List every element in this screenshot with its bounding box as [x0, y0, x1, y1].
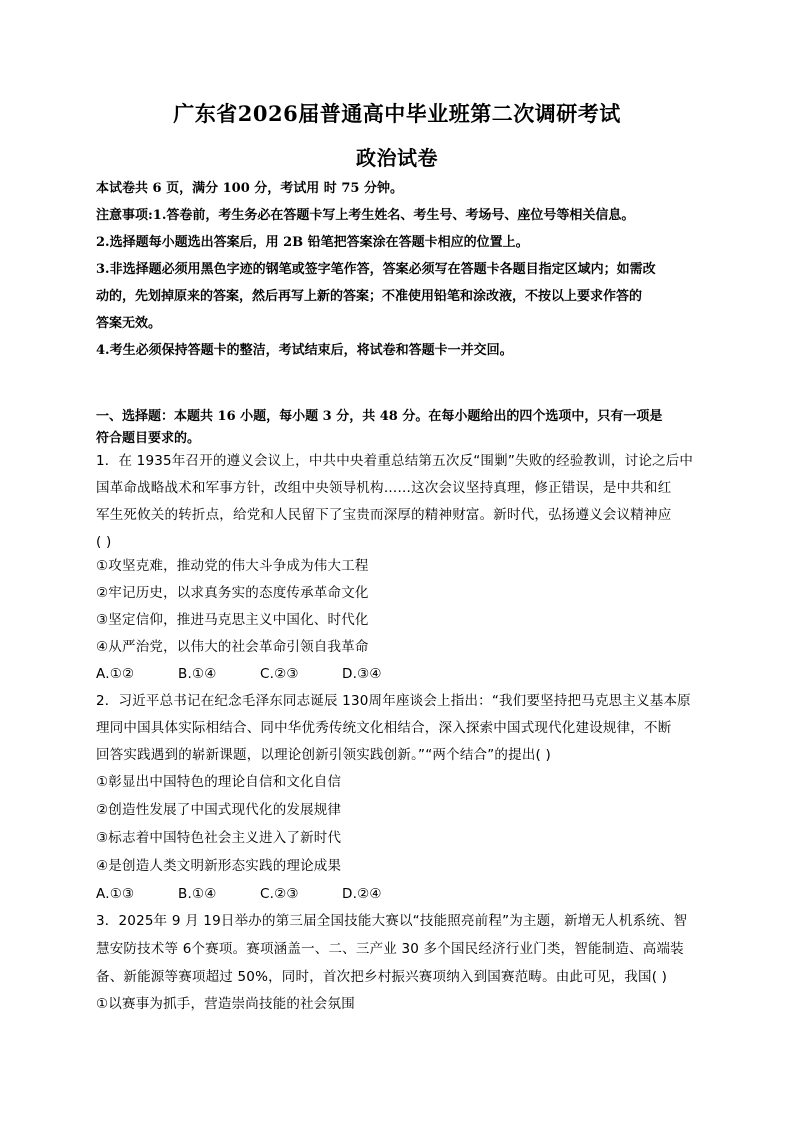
option-d[interactable]: D.②④: [342, 886, 382, 902]
statement-item: ①以赛事为抓手，营造崇尚技能的社会氛围: [96, 996, 355, 1012]
section-heading: 符合题目要求的。: [96, 431, 201, 446]
section-heading: 一、选择题：本题共 16 小题，每小题 3 分，共 48 分。在每小题给出的四个选项中，只有一项是: [96, 409, 663, 424]
option-b[interactable]: B.①④: [178, 886, 217, 902]
question-stem: 慧安防技术等 6个赛项。赛项涵盖一、二、三产业 30 多个国民经济行业门类，智能制造、高端装: [96, 941, 684, 957]
answer-options: [96, 886, 706, 902]
note-line: 本试卷共 6 页，满分 100 分，考试用 时 75 分钟。: [96, 181, 403, 196]
question-stem: 理同中国具体实际相结合、同中华优秀传统文化相结合，深入探索中国式现代化建设规律，不断: [96, 720, 672, 736]
question-stem: 军生死攸关的转折点，给党和人民留下了宝贵而深厚的精神财富。新时代，弘扬遵义会议精神应: [96, 507, 672, 523]
exam-title: 广东省2026届普通高中毕业班第二次调研考试: [173, 101, 621, 126]
question-stem: 国革命战略战术和军事方针，改组中央领导机构……这次会议坚持真理，修正错误，是中共和红: [96, 480, 672, 496]
statement-item: ③坚定信仰，推进马克思主义中国化、时代化: [96, 612, 369, 628]
option-c[interactable]: C.②③: [260, 666, 299, 682]
statement-item: ①攻坚克难，推动党的伟大斗争成为伟大工程: [96, 558, 369, 574]
statement-item: ②创造性发展了中国式现代化的发展规律: [96, 802, 342, 818]
option-b[interactable]: B.①④: [178, 666, 217, 682]
option-c[interactable]: C.②③: [260, 886, 299, 902]
note-line: 4.考生必须保持答题卡的整洁，考试结束后，将试卷和答题卡一并交回。: [96, 343, 513, 358]
option-a[interactable]: A.①②: [96, 666, 135, 682]
statement-item: ④从严治党，以伟大的社会革命引领自我革命: [96, 639, 369, 655]
question-stem: 3．2025年 9 月 19日举办的第三届全国技能大赛以“技能照亮前程”为主题，新增无人机系统、智: [96, 913, 688, 929]
statement-item: ①彰显出中国特色的理论自信和文化自信: [96, 774, 342, 790]
question-stem: 回答实践遇到的崭新课题，以理论创新引领实践创新。”“两个结合”的提出( ): [96, 747, 551, 763]
note-line: 注意事项:1.答卷前，考生务必在答题卡写上考生姓名、考生号、考场号、座位号等相关信息。: [96, 208, 635, 223]
option-a[interactable]: A.①③: [96, 886, 135, 902]
note-line: 动的，先划掉原来的答案，然后再写上新的答案；不准使用铅笔和涂改液，不按以上要求作答的: [96, 289, 643, 304]
option-d[interactable]: D.③④: [342, 666, 382, 682]
statement-item: ③标志着中国特色社会主义进入了新时代: [96, 830, 342, 846]
note-line: 答案无效。: [96, 316, 162, 331]
question-stem: 备、新能源等赛项超过 50%，同时，首次把乡村振兴赛项纳入到国赛范畴。由此可见，我国( ): [96, 969, 668, 985]
question-stem: ( ): [96, 534, 112, 550]
note-line: 3.非选择题必须用黑色字迹的钢笔或签字笔作答，答案必须写在答题卡各题目指定区域内；如需改: [96, 262, 656, 277]
exam-subtitle: 政治试卷: [356, 146, 438, 170]
statement-item: ②牢记历史，以求真务实的态度传承革命文化: [96, 585, 369, 601]
note-line: 2.选择题每小题选出答案后，用 2B 铅笔把答案涂在答题卡相应的位置上。: [96, 235, 529, 250]
statement-item: ④是创造人类文明新形态实践的理论成果: [96, 858, 342, 874]
answer-options: [96, 666, 706, 682]
question-stem: 1．在 1935年召开的遵义会议上，中共中央着重总结第五次反“围剿”失败的经验教训，讨论之后中: [96, 453, 694, 469]
question-stem: 2．习近平总书记在纪念毛泽东同志诞辰 130周年座谈会上指出：“我们要坚持把马克思主义基本原: [96, 693, 691, 709]
